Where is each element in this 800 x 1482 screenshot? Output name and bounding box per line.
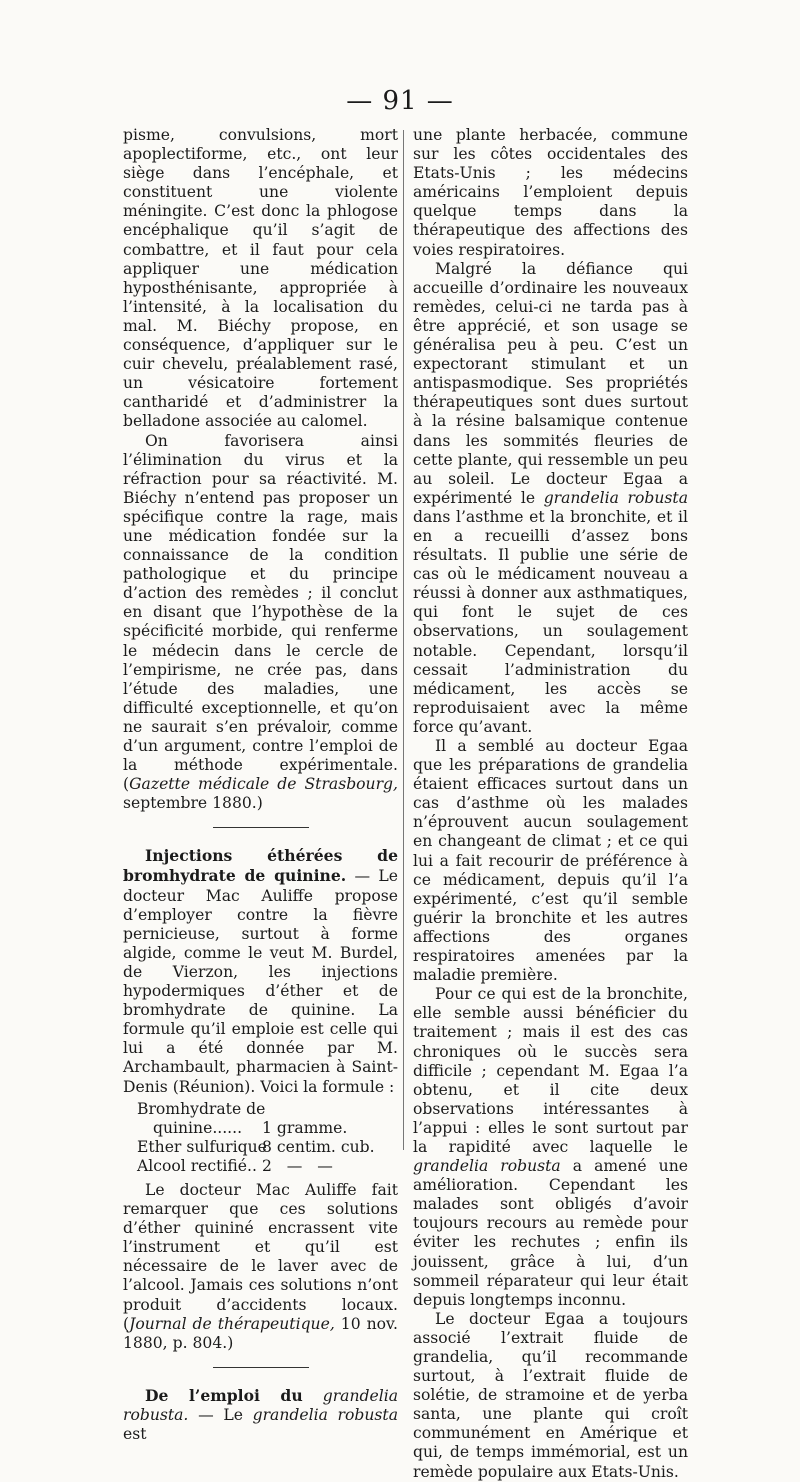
section-quinine-remarks: Le docteur Mac Auliffe fait remarquer que ces solutions d’éther quininé encrassent vite l’instrument et qu’il est nécessaire de le laver avec de l’alcool. Jamais ces solutions n’ont produit d’accidents locaux. (Journal de thérapeutique, 10 nov. 1880, p. 804.) bbox=[123, 1180, 398, 1352]
right-paragraph-4 bbox=[413, 985, 688, 1310]
section-quinine: Injections éthérées de bromhydrate de quinine. — Le docteur Mac Auliffe propose d’employer contre la fièvre pernicieuse, surtout à forme algide, comme le veut M. Burdel, de Vierzon, les injections hypodermiques d’éther et de bromhydrate de quinine. La formule qu’il emploie est celle qui lui a été donnée par M. Archambault, pharmacien à Saint-Denis (Réunion). Voici la formule : bbox=[123, 846, 398, 1096]
citation-journal-date: 10 nov. 1880, p. 804.) bbox=[123, 1314, 398, 1352]
section-separator bbox=[213, 1367, 309, 1368]
formula-ingredient: Bromhydrate de bbox=[137, 1099, 266, 1118]
section-grandelia-title-a: De l’emploi du bbox=[145, 1385, 303, 1405]
citation-journal: Journal de thérapeutique, bbox=[129, 1314, 335, 1333]
left-paragraph-2: On favorisera ainsi l’élimination du virus et la réfraction pour sa réactivité. M. Biéchy n’entend pas proposer un spécifique contre la rage, mais une médication fondée sur la connaissance de la condition pathologique et du principe d’action des remèdes ; il conclut en disant que l’hypothèse de la spécificité morbide, qui renferme le médecin dans le cercle de l’empirisme, ne crée pas, dans l’étude des maladies, une difficulté exceptionnelle, et qu’on ne saurait s’en prévaloir, comme d’un argument, contre l’emploi de la méthode expérimentale. (Gazette médicale de Strasbourg, septembre 1880.) bbox=[123, 431, 398, 813]
column-divider bbox=[403, 130, 404, 1150]
right-paragraph-2-a: Malgré la défiance qui accueille d’ordinaire les nouveaux remèdes, celui-ci ne tarda pas à être apprécié, et son usage se généralisa peu à peu. C’est un expectorant stimulant et un antispasmodique. Ses propriétés thérapeutiques sont dues surtout à la résine balsamique contenue dans les sommités fleuries de cette plante, qui ressemble un peu au soleil. Le docteur Egaa a expérimenté le bbox=[413, 259, 688, 507]
left-paragraph-1: pisme, convulsions, mort apoplectiforme, etc., ont leur siège dans l’encéphale, et constituent une violente méningite. C’est donc la phlogose encéphalique qu’il s’agit de combattre, et il faut pour cela appliquer une médication hyposthénisante, appropriée à l’intensité, à la localisation du mal. M. Biéchy propose, en conséquence, d’appliquer sur le cuir chevelu, préalablement rasé, un vésicatoire fortement cantharidé et d’administrer la belladone associée au calomel. bbox=[123, 126, 398, 431]
formula-row bbox=[137, 1100, 398, 1119]
formula-amount: 1 gramme. bbox=[262, 1118, 348, 1137]
right-column bbox=[413, 126, 688, 1482]
formula-row bbox=[137, 1138, 398, 1157]
section-separator bbox=[213, 827, 309, 828]
right-paragraph-4-b: a amené une amélioration. Cependant les malades sont obligés d’avoir toujours recours au remède pour éviter les rechutes ; enfin ils jouissent, grâce à lui, d’un sommeil réparateur qui leur était depuis longtemps inconnu. bbox=[413, 1157, 688, 1309]
right-paragraph-2 bbox=[413, 260, 688, 737]
section-quinine-text: Le docteur Mac Auliffe propose d’employer contre la fièvre pernicieuse, surtout à forme algide, comme le veut M. Burdel, de Vierzon, les injections hypodermiques d’éther et de bromhydrate de quinine. La formule qu’il emploie est celle qui lui a été donnée par M. Archambault, pharmacien à Saint-Denis (Réunion). Voici la formule : bbox=[123, 867, 398, 1096]
left-paragraph-2-text: On favorisera ainsi l’élimination du virus et la réfraction pour sa réactivité. M. Biéchy n’entend pas proposer un spécifique contre la rage, mais une médication fondée sur la connaissance de la condition pathologique et du principe d’action des remèdes ; il conclut en disant que l’hypothèse de la spécificité morbide, qui renferme le médecin dans le cercle de l’empirisme, ne crée pas, dans l’étude des maladies, une difficulté exceptionnelle, et qu’on ne saurait s’en prévaloir, comme d’un argument, contre l’emploi de la méthode expérimentale. bbox=[123, 431, 398, 775]
right-paragraph-3: Il a semblé au docteur Egaa que les préparations de grandelia étaient efficaces surtout dans un cas d’asthme où les malades n’éprouvent aucun soulagement en changeant de climat ; et ce qui lui a fait recourir de préférence à ce médicament, depuis qu’il l’a expérimenté, c’est qu’il semble guérir la bronchite et les autres affections des organes respiratoires amenées par la maladie première. bbox=[413, 737, 688, 985]
right-paragraph-1: une plante herbacée, commune sur les côtes occidentales des Etats-Unis ; les médecins américains l’emploient depuis quelque temps dans la thérapeutique des affections des voies respiratoires. bbox=[413, 126, 688, 259]
formula-ingredient: Alcool rectifié.. bbox=[137, 1156, 257, 1175]
right-paragraph-2-b: dans l’asthme et la bronchite, et il en a recueilli d’assez bons résultats. Il publie une série de cas où le médicament nouveau a réussi à donner aux asthmatiques, qui font le sujet de ces observations, un soulagement notable. Cependant, lorsqu’il cessait l’administration du médicament, les accès se reproduisaient avec la même force qu’avant. bbox=[413, 507, 688, 736]
section-quinine-remarks-text: Le docteur Mac Auliffe fait remarquer que ces solutions d’éther quininé encrassent vite l’instrument et qu’il est nécessaire de le laver avec de l’alcool. Jamais ces solutions n’ont produit d’accidents locaux. bbox=[123, 1180, 398, 1314]
right-paragraph-4-a: Pour ce qui est de la bronchite, elle semble aussi bénéficier du traitement ; mais il est des cas chroniques où le succès sera difficile ; cependant M. Egaa l’a obtenu, et il cite deux observations intéressantes à l’appui : elles le sont surtout par la rapidité avec laquelle le bbox=[413, 985, 688, 1156]
formula-amount: 8 centim. cub. bbox=[262, 1137, 375, 1156]
right-paragraph-5: Le docteur Egaa a toujours associé l’extrait fluide de grandelia, qu’il recommande surtout, à l’extrait fluide de solétie, de stramoine et de yerba santa, une plante qui croît communément en Amérique et qui, de temps immémorial, est un remède populaire aux Etats-Unis. bbox=[413, 1309, 688, 1481]
citation-gazette-date: septembre 1880.) bbox=[123, 794, 263, 813]
formula-row bbox=[137, 1119, 398, 1138]
section-grandelia-title-b: grandelia robusta. bbox=[123, 1386, 398, 1424]
section-grandelia-text-c: est bbox=[123, 1425, 147, 1443]
formula-ingredient: quinine...... bbox=[153, 1118, 243, 1137]
section-grandelia-text-a: Le bbox=[223, 1405, 243, 1424]
section-grandelia: De l’emploi du grandelia robusta. — Le grandelia robusta est bbox=[123, 1385, 398, 1443]
formula-table bbox=[137, 1100, 398, 1176]
section-quinine-title: Injections éthérées de bromhydrate de quinine. bbox=[123, 846, 398, 886]
left-column bbox=[123, 126, 398, 1444]
formula-ingredient: Ether sulfurique bbox=[137, 1137, 267, 1156]
right-paragraph-2-italic: grandelia robusta bbox=[543, 488, 688, 507]
citation-gazette: Gazette médicale de Strasbourg, bbox=[129, 775, 398, 794]
section-grandelia-text-b: grandelia robusta bbox=[252, 1405, 398, 1424]
right-paragraph-4-italic: grandelia robusta bbox=[413, 1157, 561, 1176]
formula-row bbox=[137, 1157, 398, 1176]
formula-amount: 2 — — bbox=[262, 1156, 333, 1175]
page-number: — 91 — bbox=[346, 86, 454, 116]
